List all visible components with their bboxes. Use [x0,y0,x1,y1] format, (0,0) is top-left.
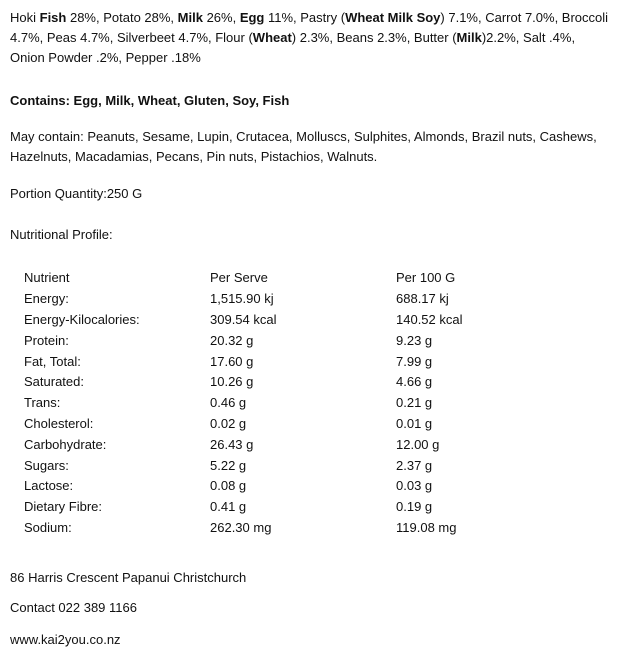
nutrient-cell: Carbohydrate: [24,436,107,452]
nutrition-row [24,434,544,455]
nutrition-row [24,330,544,351]
ingredients-list [10,8,613,68]
nutrient-cell: Energy-Kilocalories: [24,311,140,327]
per-serve-cell: 262.30 mg [210,519,272,535]
nutrient-cell: Nutrient [24,270,70,286]
nutrition-row [24,289,544,310]
nutrient-cell: Sugars: [24,457,69,473]
allergen-highlight: Milk [177,10,203,25]
allergen-highlight: Wheat [252,30,292,45]
per-100g-cell: 9.23 g [396,332,433,348]
allergen-highlight: Milk [456,30,482,45]
nutrient-cell: Fat, Total: [24,353,81,369]
nutrition-table [24,268,544,538]
ingredient-text: Hoki [10,10,40,25]
website-link[interactable]: www.kai2you.co.nz [10,632,121,647]
allergen-may-contain: May contain: Peanuts, Sesame, Lupin, Crutacea, Molluscs, Sulphites, Almonds, Brazil nuts, Cashews, Hazelnuts, Macadamias, Pecans, Pin nuts, Pistachios, Walnuts. [10,129,597,164]
nutrition-header-row [24,268,544,289]
nutrition-row [24,518,544,539]
per-serve-cell: 17.60 g [210,353,254,369]
per-serve-cell: 5.22 g [210,457,247,473]
per-serve-cell: 0.46 g [210,395,247,411]
nutrition-row [24,414,544,435]
per-serve-cell: Per Serve [210,270,268,286]
per-100g-cell: 119.08 mg [396,519,457,535]
per-serve-cell: 0.02 g [210,415,247,431]
nutrition-row [24,372,544,393]
nutrition-row [24,351,544,372]
ingredient-text: ) 7.1%, Carrot 7.0%, Broccoli 4.7%, Peas 4.7%, Silverbeet 4.7%, Flour ( [10,10,609,45]
per-100g-cell: 2.37 g [396,457,433,473]
nutrient-cell: Trans: [24,395,61,411]
nutrient-cell: Protein: [24,332,69,348]
per-100g-cell: 7.99 g [396,353,433,369]
nutrition-row [24,393,544,414]
per-serve-cell: 309.54 kcal [210,311,277,327]
nutrient-cell: Energy: [24,291,69,307]
ingredient-text: )2.2%, Salt .4%, Onion Powder .2%, Pepper .18% [10,30,576,65]
ingredient-text: 26%, [202,10,240,25]
address: 86 Harris Crescent Papanui Christchurch [10,570,247,585]
per-100g-cell: 4.66 g [396,374,433,390]
per-serve-cell: 26.43 g [210,436,254,452]
ingredient-text: 28%, Potato 28%, [66,10,178,25]
per-100g-cell: 0.19 g [396,499,433,515]
per-100g-cell: 688.17 kj [396,291,449,307]
ingredient-text: ) 2.3%, Beans 2.3%, Butter ( [291,30,457,45]
per-100g-cell: 0.03 g [396,478,433,494]
nutrient-cell: Dietary Fibre: [24,499,103,515]
nutrition-row [24,310,544,331]
per-100g-cell: 140.52 kcal [396,311,463,327]
per-100g-cell: Per 100 G [396,270,456,286]
contact-phone: Contact 022 389 1166 [10,600,137,615]
nutritional-profile-title: Nutritional Profile: [10,227,113,242]
nutrition-row [24,455,544,476]
nutrition-row [24,497,544,518]
ingredient-text: 11%, Pastry ( [264,10,346,25]
per-serve-cell: 10.26 g [210,374,254,390]
allergen-highlight: Wheat Milk Soy [345,10,441,25]
nutrient-cell: Lactose: [24,478,74,494]
nutrient-cell: Sodium: [24,519,72,535]
allergen-highlight: Fish [39,10,67,25]
per-serve-cell: 1,515.90 kj [210,291,274,307]
nutrient-cell: Saturated: [24,374,84,390]
allergen-contains: Contains: Egg, Milk, Wheat, Gluten, Soy, Fish [10,93,290,108]
portion-quantity: Portion Quantity:250 G [10,186,143,201]
per-serve-cell: 0.41 g [210,499,247,515]
per-100g-cell: 0.01 g [396,415,433,431]
allergen-highlight: Egg [239,10,265,25]
per-serve-cell: 0.08 g [210,478,247,494]
per-100g-cell: 12.00 g [396,436,440,452]
nutrition-row [24,476,544,497]
per-100g-cell: 0.21 g [396,395,433,411]
per-serve-cell: 20.32 g [210,332,254,348]
nutrient-cell: Cholesterol: [24,415,94,431]
